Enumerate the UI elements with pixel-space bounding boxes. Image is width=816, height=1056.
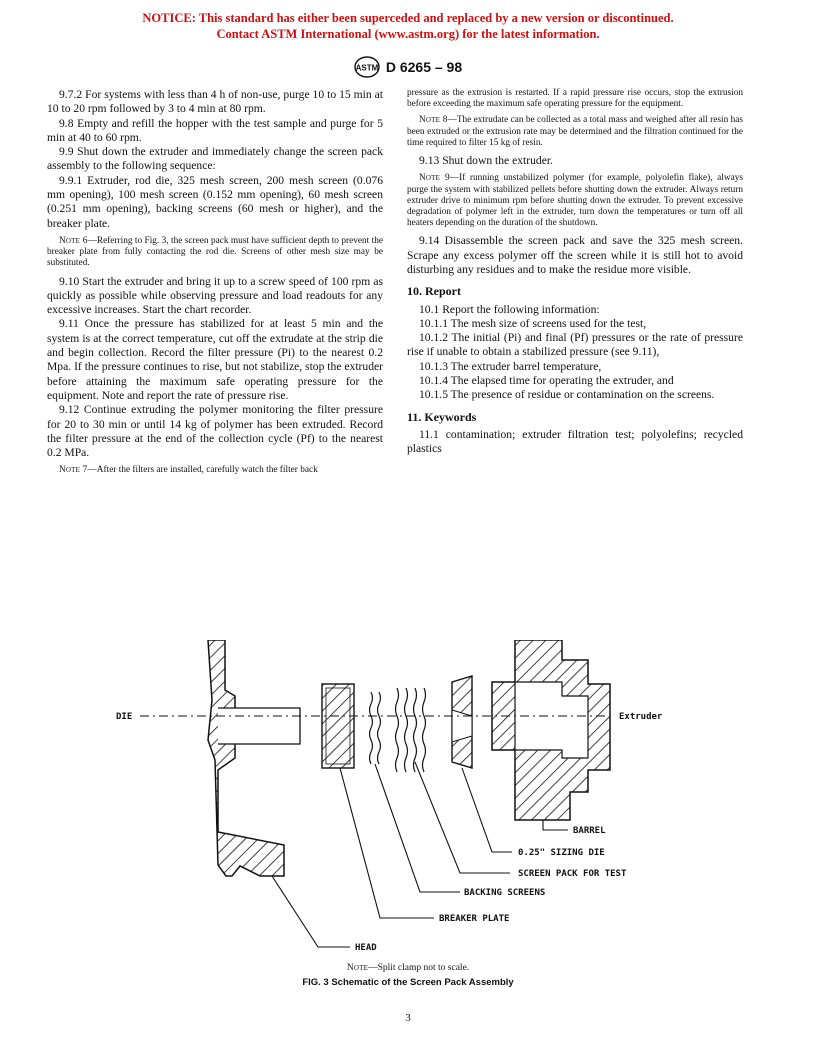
para-9-9-1: 9.9.1 Extruder, rod die, 325 mesh screen, 200 mesh screen (0.076 mm opening), 100 mesh screen (0.152 mm opening), 60 mesh screen (0.251 mm opening), backing screens (60 mesh or higher), and the breaker plate. <box>47 173 383 230</box>
section-10-heading: 10. Report <box>407 284 461 299</box>
note-8 <box>407 115 743 149</box>
figure-note-text: —Split clamp not to scale. <box>368 963 470 973</box>
document-header <box>0 56 816 78</box>
label-head: HEAD <box>355 943 377 953</box>
note-8-label: Note 8 <box>419 115 448 126</box>
backing-screens <box>370 692 381 764</box>
figure-note-label: Note <box>346 963 369 973</box>
label-sizing-die: 0.25" SIZING DIE <box>518 848 605 858</box>
leader-head <box>272 876 350 947</box>
notice-line-1: NOTICE: This standard has either been superceded and replaced by a new version or discontinued. <box>142 11 674 25</box>
left-column <box>47 88 383 482</box>
right-column <box>407 88 743 456</box>
leader-sizing-die <box>462 768 512 852</box>
note-7-text: —After the filters are installed, carefully watch the filter back <box>87 465 318 476</box>
para-10-1: 10.1 Report the following information: <box>419 302 600 316</box>
notice-line-2: Contact ASTM International (www.astm.org) for the latest information. <box>216 27 600 41</box>
leader-barrel <box>543 820 568 830</box>
label-barrel: BARREL <box>573 826 606 836</box>
label-screen-pack: SCREEN PACK FOR TEST <box>518 869 627 879</box>
note-6 <box>47 236 383 270</box>
label-backing-screens: BACKING SCREENS <box>464 888 546 898</box>
note-7 <box>47 465 383 476</box>
die-bore <box>218 708 300 744</box>
para-9-11: 9.11 Once the pressure has stabilized for at least 5 min and the system is at the correct temperature, cut off the extrudate at the strip die and begin collection. Record the filter pressure (Pi) to the nearest 0.2 Mpa. If the pressure continues to rise, but not stabilize, stop the extruder before attaining the maximum safe operating pressure for the equipment. Note and report the rate of pressure rise. <box>47 317 383 402</box>
para-9-8: 9.8 Empty and refill the hopper with the test sample and purge for 5 min at 40 to 60 rpm. <box>47 116 383 144</box>
para-9-9: 9.9 Shut down the extruder and immediately change the screen pack assembly to the following sequence: <box>47 145 383 173</box>
label-extruder: Extruder <box>619 712 663 722</box>
para-10-1-5: 10.1.5 The presence of residue or contamination on the screens. <box>419 388 715 402</box>
head-block <box>208 640 300 876</box>
para-11-1: 11.1 contamination; extruder filtration test; polyolefins; recycled plastics <box>407 427 743 456</box>
note-9 <box>407 173 743 229</box>
sizing-die <box>452 676 472 768</box>
leader-backing <box>375 764 460 892</box>
notice-banner <box>0 10 816 42</box>
para-9-10: 9.10 Start the extruder and bring it up to a screw speed of 100 rpm as quickly as possible while observing pressure and load readouts for any excessive increases. Start the chart recorder. <box>47 274 383 317</box>
svg-text:ASTM: ASTM <box>355 63 379 73</box>
para-9-13: 9.13 Shut down the extruder. <box>419 154 553 168</box>
para-9-7-2: 9.7.2 For systems with less than 4 h of non-use, purge 10 to 15 min at 10 to 20 rpm followed by 3 to 4 min at 80 rpm. <box>47 88 383 116</box>
para-9-14: 9.14 Disassemble the screen pack and save the 325 mesh screen. Scrape any excess polymer off the screen while it is still hot to avoid disturbing any residues and to make the residue more visible. <box>407 234 743 276</box>
page-number: 3 <box>405 1012 411 1024</box>
astm-logo-icon <box>354 56 380 78</box>
die-head-shape <box>208 640 284 876</box>
note-6-label: Note 6 <box>59 235 88 246</box>
leader-screen-pack <box>415 762 510 873</box>
leader-breaker <box>340 768 434 918</box>
designation: D 6265 – 98 <box>385 59 463 75</box>
screen-pack <box>396 688 426 772</box>
screen-pack-schematic <box>100 640 720 960</box>
para-10-1-2: 10.1.2 The initial (Pi) and final (Pf) pressures or the rate of pressure rise if unable to obtain a stabilized pressure (see 9.11), <box>407 331 743 359</box>
para-9-12: 9.12 Continue extruding the polymer monitoring the filter pressure for 20 to 30 min or until 14 kg of polymer has been extruded. Record the filter pressure at the end of the collection cycle (Pf) to the nearest 0.2 MPa. <box>47 403 383 460</box>
para-10-1-3: 10.1.3 The extruder barrel temperature, <box>419 359 602 373</box>
figure-note <box>0 963 816 973</box>
section-11-heading: 11. Keywords <box>407 409 477 424</box>
breaker-plate <box>322 684 354 768</box>
figure-caption: FIG. 3 Schematic of the Screen Pack Assembly <box>302 977 514 988</box>
para-10-1-4: 10.1.4 The elapsed time for operating the extruder, and <box>419 374 674 387</box>
note-6-text: —Referring to Fig. 3, the screen pack must have sufficient depth to prevent the breaker plate from fully contacting the rod die. Screens of other mesh size may be substituted. <box>47 235 383 269</box>
note-7-continued: pressure as the extrusion is restarted. If a rapid pressure rise occurs, stop the extrusion before exceeding the maximum safe operating pressure for the equipment. <box>407 88 743 110</box>
para-10-1-1: 10.1.1 The mesh size of screens used for the test, <box>419 316 647 330</box>
note-8-text: —The extrudate can be collected as a total mass and weighed after all resin has been extruded or the extrusion rate may be determined and the filtration continued for the time required to filter 15 kg of resin. <box>407 115 743 148</box>
label-die: DIE <box>116 712 133 722</box>
note-7-label: Note 7 <box>59 465 88 476</box>
barrel-block <box>492 640 610 820</box>
note-9-text: —If running unstabilized polymer (for example, polyolefin flake), always purge the system with stabilized pellets before shutting down the extruder. Always return extruder drive to minimum rpm before shutting down the extruder. To prevent excessive degradation of polymer left in the extruder, turn down the temperatures or turn off all heaters depending on the duration of the shutdown. <box>407 173 743 229</box>
note-9-label: Note 9 <box>419 173 450 184</box>
label-breaker-plate: BREAKER PLATE <box>439 914 510 924</box>
